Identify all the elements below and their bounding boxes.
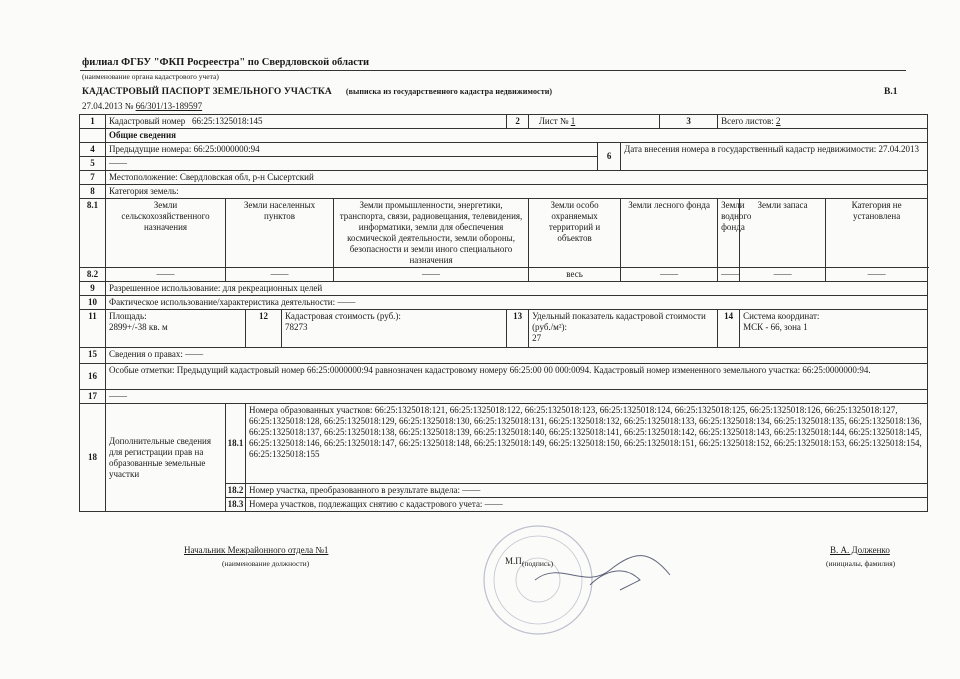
rights-info: Сведения о правах: ——: [106, 348, 928, 364]
coordinates-value: МСК - 66, зона 1: [743, 322, 808, 332]
row-17: [80, 390, 928, 404]
name-note: (инициалы, фамилия): [826, 559, 896, 568]
document-number: 66/301/13-189597: [135, 101, 203, 111]
row-num: 5: [80, 157, 106, 171]
sheet-number: [529, 115, 660, 129]
transformed-parcel: Номер участка, преобразованного в результате выдела: ——: [246, 484, 928, 498]
signer-name: В. А. Долженко: [830, 545, 890, 555]
sheet-label: Лист №: [538, 116, 569, 126]
row-num: 4: [80, 143, 106, 157]
row-num: 13: [507, 310, 529, 348]
row-5-value: ——: [106, 157, 598, 171]
specific-cost-label: Удельный показатель кадастровой стоимости (руб./м²):: [532, 311, 706, 332]
document-title: [82, 87, 552, 97]
row-num: 1: [80, 115, 106, 129]
category-value: ——: [740, 268, 826, 282]
deregistered-parcels: Номера участков, подлежащих снятию с кадастрового учета: ——: [246, 498, 928, 512]
row-num: 7: [80, 171, 106, 185]
row-num: 15: [80, 348, 106, 364]
area-label: Площадь:: [109, 311, 147, 321]
general-heading: Общие сведения: [106, 129, 928, 143]
blank-cell: [80, 129, 106, 143]
category-value: ——: [621, 268, 718, 282]
additional-info-label: Дополнительные сведения для регистрации прав на образованные земельные участки: [106, 404, 226, 512]
row-18-1: [80, 404, 928, 484]
org-note: (наименование органа кадастрового учета): [82, 72, 219, 81]
row-17-value: ——: [106, 390, 928, 404]
row-num: 3: [660, 115, 718, 129]
stamp-label: М.П.: [505, 556, 525, 566]
category-reserve: Земли запаса: [740, 199, 826, 268]
row-num: 18.3: [226, 498, 246, 512]
cost-cell: [282, 310, 507, 348]
row-1: [80, 115, 928, 129]
row-num: 8.2: [80, 268, 106, 282]
row-7: [80, 171, 928, 185]
row-num: 18: [80, 404, 106, 512]
row-10: [80, 296, 928, 310]
category-settlements: Земли населенных пунктов: [226, 199, 334, 268]
signature: [530, 540, 680, 600]
row-num: 17: [80, 390, 106, 404]
row-num: 12: [246, 310, 282, 348]
category-agricultural: Земли сельскохозяйственного назначения: [106, 199, 226, 268]
row-general: [80, 129, 928, 143]
special-notes: Особые отметки: Предыдущий кадастровый номер 66:25:0000000:94 равнозначен кадастровому номеру 66:25:00 00 000:0094. Кадастровый номер измененного земельного участка: 66:25:0000000:94.: [106, 364, 928, 390]
row-num: 10: [80, 296, 106, 310]
row-num: 6: [598, 143, 621, 171]
specific-cost-cell: [529, 310, 718, 348]
row-num: 11: [80, 310, 106, 348]
category-value: ——: [226, 268, 334, 282]
position-note: (наименование должности): [222, 559, 310, 568]
category-value: ——: [826, 268, 928, 282]
registration-date: Дата внесения номера в государственный кадастр недвижимости: 27.04.2013: [621, 143, 928, 171]
row-num: 18.1: [226, 404, 246, 484]
cost-value: 78273: [285, 322, 308, 332]
row-8: [80, 185, 928, 199]
total-value: 2: [776, 116, 781, 126]
category-value: ——: [718, 268, 740, 282]
actual-use: Фактическое использование/характеристика деятельности: ——: [106, 296, 928, 310]
sheet-value: 1: [570, 116, 576, 126]
cadastral-label: Кадастровый номер: [109, 116, 186, 126]
specific-cost-value: 27: [532, 333, 542, 343]
date-text: 27.04.2013 №: [82, 101, 136, 111]
row-num: 8.1: [80, 199, 106, 268]
row-num: 16: [80, 364, 106, 390]
passport-table: [79, 114, 928, 512]
document-date: [82, 101, 202, 111]
row-11: [80, 310, 928, 348]
cost-label: Кадастровая стоимость (руб.):: [285, 311, 401, 321]
row-15: [80, 348, 928, 364]
title-sub: (выписка из государственного кадастра недвижимости): [345, 87, 553, 96]
row-4: [80, 143, 928, 157]
position-title: Начальник Межрайонного отдела №1: [184, 545, 329, 555]
category-protected: Земли особо охраняемых территорий и объектов: [529, 199, 621, 268]
row-9: [80, 282, 928, 296]
area-value: 2899+/-38 кв. м: [109, 322, 168, 332]
signature-note: (подпись): [522, 559, 554, 568]
area-cell: [106, 310, 246, 348]
category-value: весь: [529, 268, 621, 282]
cadastral-value: 66:25:1325018:145: [191, 116, 263, 126]
category-unset: Категория не установлена: [826, 199, 928, 268]
row-num: 2: [507, 115, 529, 129]
category-value: ——: [334, 268, 529, 282]
coordinates-cell: [740, 310, 928, 348]
org-underline: [80, 70, 906, 71]
row-num: 14: [718, 310, 740, 348]
land-category: Категория земель:: [106, 185, 928, 199]
category-value: ——: [106, 268, 226, 282]
row-8-2: [80, 268, 928, 282]
row-16: [80, 364, 928, 390]
org-name: филиал ФГБУ "ФКП Росреестра" по Свердловской области: [82, 57, 370, 68]
total-sheets: [718, 115, 928, 129]
location: Местоположение: Свердловская обл, р-н Сысертский: [106, 171, 928, 185]
permitted-use: Разрешенное использование: для рекреационных целей: [106, 282, 928, 296]
category-forest: Земли лесного фонда: [621, 199, 718, 268]
row-num: 18.2: [226, 484, 246, 498]
form-code: В.1: [884, 87, 898, 97]
row-num: 9: [80, 282, 106, 296]
category-industry: Земли промышленности, энергетики, транспорта, связи, радиовещания, телевидения, информатики, земли для обеспечения космической деятельности, земли обороны, безопасности и земли иного специального назначения: [334, 199, 529, 268]
row-num: 8: [80, 185, 106, 199]
row-8-1: [80, 199, 928, 268]
coordinates-label: Система координат:: [743, 311, 820, 321]
previous-numbers: Предыдущие номера: 66:25:0000000:94: [106, 143, 598, 157]
total-label: Всего листов:: [721, 116, 774, 126]
category-water: Земли водного фонда: [718, 199, 740, 268]
cadastral-number: [106, 115, 507, 129]
title-main: КАДАСТРОВЫЙ ПАСПОРТ ЗЕМЕЛЬНОГО УЧАСТКА: [82, 87, 332, 97]
formed-parcels: Номера образованных участков: 66:25:1325018:121, 66:25:1325018:122, 66:25:1325018:123, 66:25:1325018:124, 66:25:1325018:125, 66:25:1325018:126, 66:25:1325018:127, 66:25:1325018:128, 66:25:1325018:129, 66:25:1325018:130, 66:25:1325018:131, 66:25:1325018:132, 66:25:1325018:133, 66:25:1325018:134, 66:25:1325018:135, 66:25:1325018:136, 66:25:1325018:137, 66:25:1325018:138, 66:25:1325018:139, 66:25:1325018:140, 66:25:1325018:141, 66:25:1325018:142, 66:25:1325018:143, 66:25:1325018:144, 66:25:1325018:145, 66:25:1325018:146, 66:25:1325018:147, 66:25:1325018:148, 66:25:1325018:149, 66:25:1325018:150, 66:25:1325018:151, 66:25:1325018:152, 66:25:1325018:153, 66:25:1325018:154, 66:25:1325018:155: [246, 404, 928, 484]
